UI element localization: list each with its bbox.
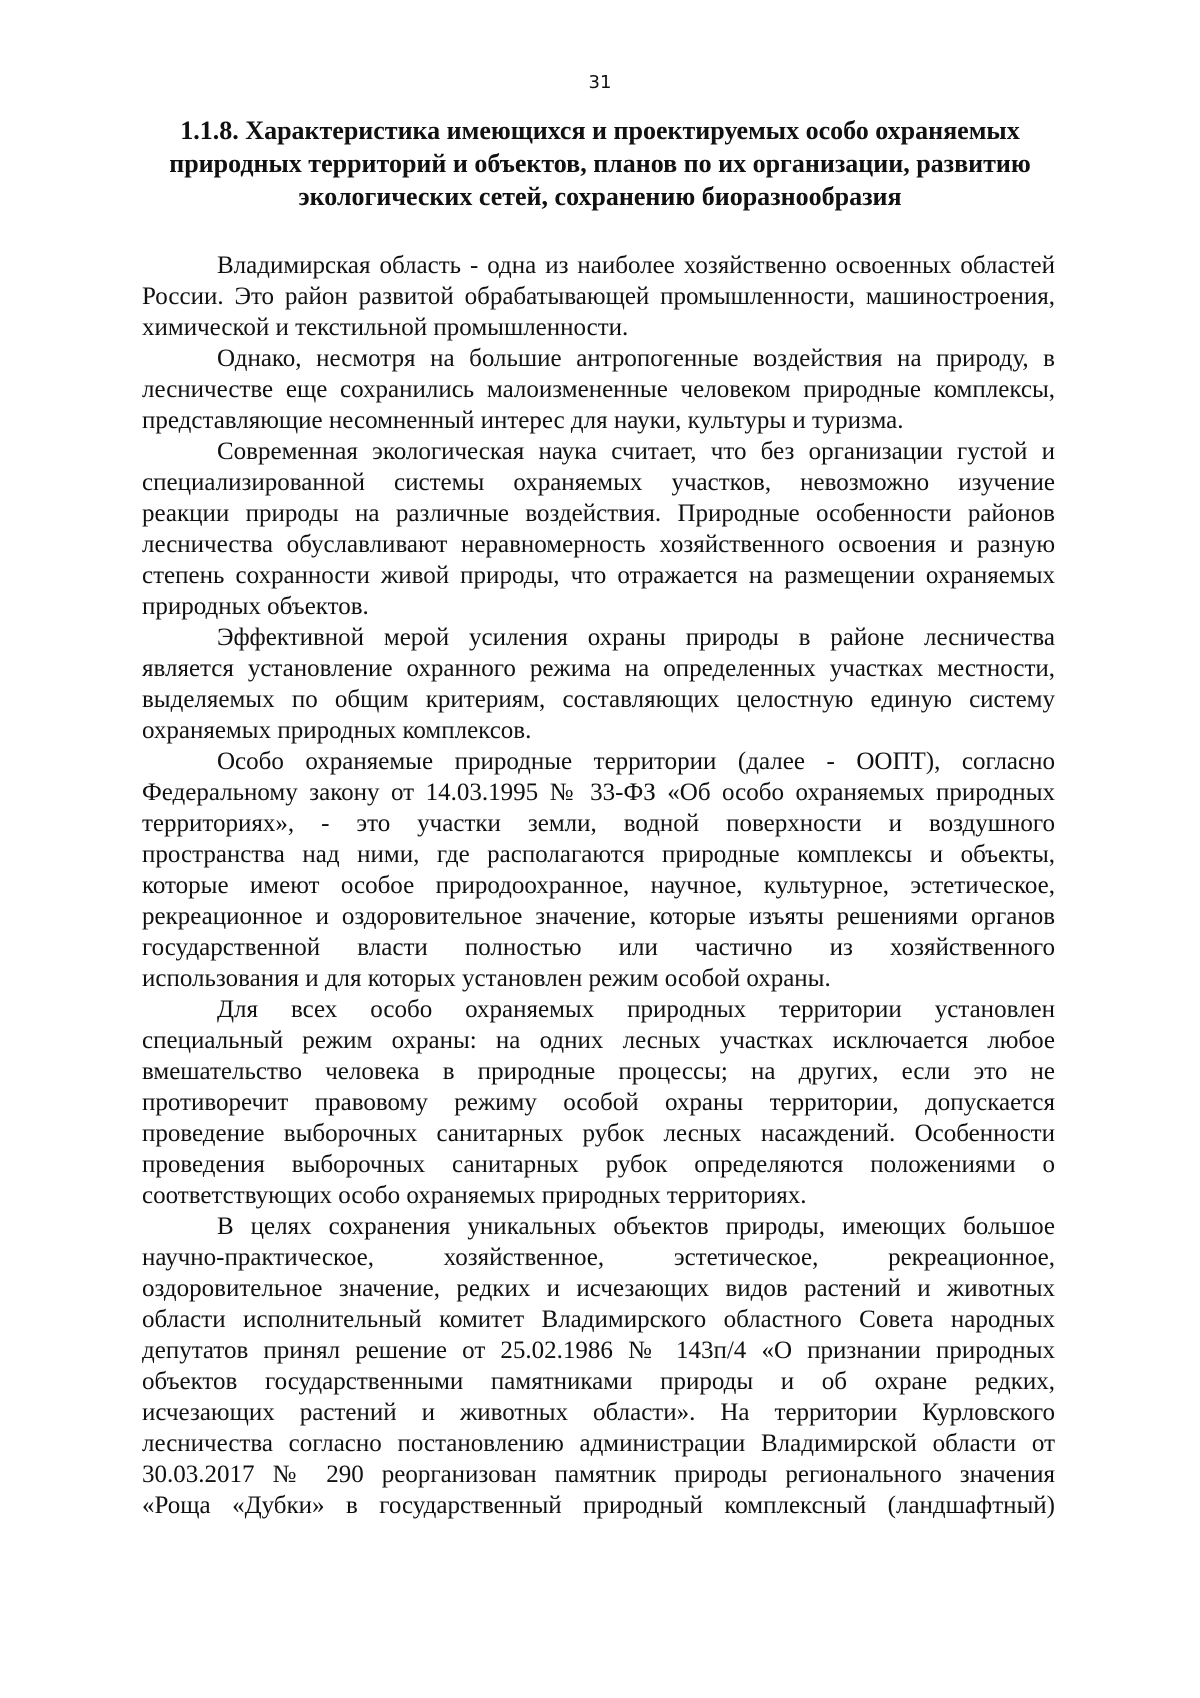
text-line: проведение выборочных санитарных рубок лесных насаждений. Особенности	[142, 1120, 1055, 1147]
text-line: соответствующих особо охраняемых природных территориях.	[142, 1182, 807, 1209]
text-line: 30.03.2017 № 290 реорганизован памятник природы регионального значения	[142, 1461, 1055, 1488]
text-line: пространства над ними, где располагаются природные комплексы и объекты,	[142, 841, 1055, 868]
text-line: Современная экологическая наука считает, что без организации густой и	[217, 438, 1055, 465]
text-line: Эффективной мерой усиления охраны природы в районе лесничества	[217, 624, 1055, 651]
text-line: специальный режим охраны: на одних лесных участках исключается любое	[142, 1027, 1055, 1054]
page-number: 31	[588, 72, 612, 93]
text-line: вмешательство человека в природные процессы; на других, если это не	[142, 1058, 1055, 1085]
text-line: оздоровительное значение, редких и исчезающих видов растений и животных	[142, 1275, 1055, 1302]
text-line: Однако, несмотря на большие антропогенные воздействия на природу, в	[217, 345, 1055, 372]
text-line: лесничества согласно постановлению администрации Владимирской области от	[142, 1430, 1055, 1457]
text-line: является установление охранного режима на определенных участках местности,	[142, 655, 1055, 682]
text-line: проведения выборочных санитарных рубок определяются положениями о	[142, 1151, 1055, 1178]
paragraph	[142, 994, 1055, 1211]
text-line: депутатов принял решение от 25.02.1986 № 143п/4 «О признании природных	[142, 1337, 1055, 1364]
text-line: Особо охраняемые природные территории (далее - ООПТ), согласно	[217, 748, 1055, 775]
text-line: Владимирская область - одна из наиболее хозяйственно освоенных областей	[217, 252, 1055, 279]
text-line: Федеральному закону от 14.03.1995 № 33-ФЗ «Об особо охраняемых природных	[142, 779, 1055, 806]
text-line: территориях», - это участки земли, водной поверхности и воздушного	[142, 810, 1055, 837]
heading-line: природных территорий и объектов, планов по их организации, развитию	[169, 149, 1031, 178]
heading-line: 1.1.8. Характеристика имеющихся и проектируемых особо охраняемых	[180, 116, 1020, 145]
text-line: использования и для которых установлен режим особой охраны.	[142, 965, 831, 992]
text-line: выделяемых по общим критериям, составляющих целостную единую систему	[142, 686, 1055, 713]
text-line: реакции природы на различные воздействия. Природные особенности районов	[142, 500, 1055, 527]
text-line: объектов государственными памятниками природы и об охране редких,	[142, 1368, 1055, 1395]
text-line: России. Это район развитой обрабатывающей промышленности, машиностроения,	[142, 283, 1055, 310]
text-line: которые имеют особое природоохранное, научное, культурное, эстетическое,	[142, 872, 1055, 899]
text-line: специализированной системы охраняемых участков, невозможно изучение	[142, 469, 1055, 496]
text-line: государственной власти полностью или частично из хозяйственного	[142, 934, 1055, 961]
text-line: Для всех особо охраняемых природных территории установлен	[217, 996, 1055, 1023]
text-line: противоречит правовому режиму особой охраны территории, допускается	[142, 1089, 1055, 1116]
text-line: исчезающих растений и животных области». На территории Курловского	[142, 1399, 1055, 1426]
paragraph	[142, 746, 1055, 994]
text-line: «Роща «Дубки» в государственный природный комплексный (ландшафтный)	[142, 1492, 1055, 1519]
text-line: степень сохранности живой природы, что отражается на размещении охраняемых	[142, 562, 1055, 589]
text-line: представляющие несомненный интерес для науки, культуры и туризма.	[142, 407, 904, 434]
heading-line: экологических сетей, сохранению биоразнообразия	[298, 182, 902, 211]
text-line: лесничестве еще сохранились малоизмененные человеком природные комплексы,	[142, 376, 1055, 403]
paragraph	[142, 1211, 1055, 1521]
text-line: природных объектов.	[142, 593, 369, 620]
text-line: химической и текстильной промышленности.	[142, 314, 629, 341]
text-line: В целях сохранения уникальных объектов природы, имеющих большое	[217, 1213, 1055, 1240]
text-line: научно-практическое, хозяйственное, эстетическое, рекреационное,	[142, 1244, 1055, 1271]
body-text	[142, 250, 1055, 1521]
paragraph	[142, 436, 1055, 622]
text-line: лесничества обуславливают неравномерность хозяйственного освоения и разную	[142, 531, 1055, 558]
paragraph	[142, 622, 1055, 746]
text-line: рекреационное и оздоровительное значение, которые изъяты решениями органов	[142, 903, 1055, 930]
text-line: области исполнительный комитет Владимирского областного Совета народных	[142, 1306, 1055, 1333]
section-heading	[150, 114, 1050, 213]
paragraph	[142, 250, 1055, 343]
paragraph	[142, 343, 1055, 436]
text-line: охраняемых природных комплексов.	[142, 717, 532, 744]
